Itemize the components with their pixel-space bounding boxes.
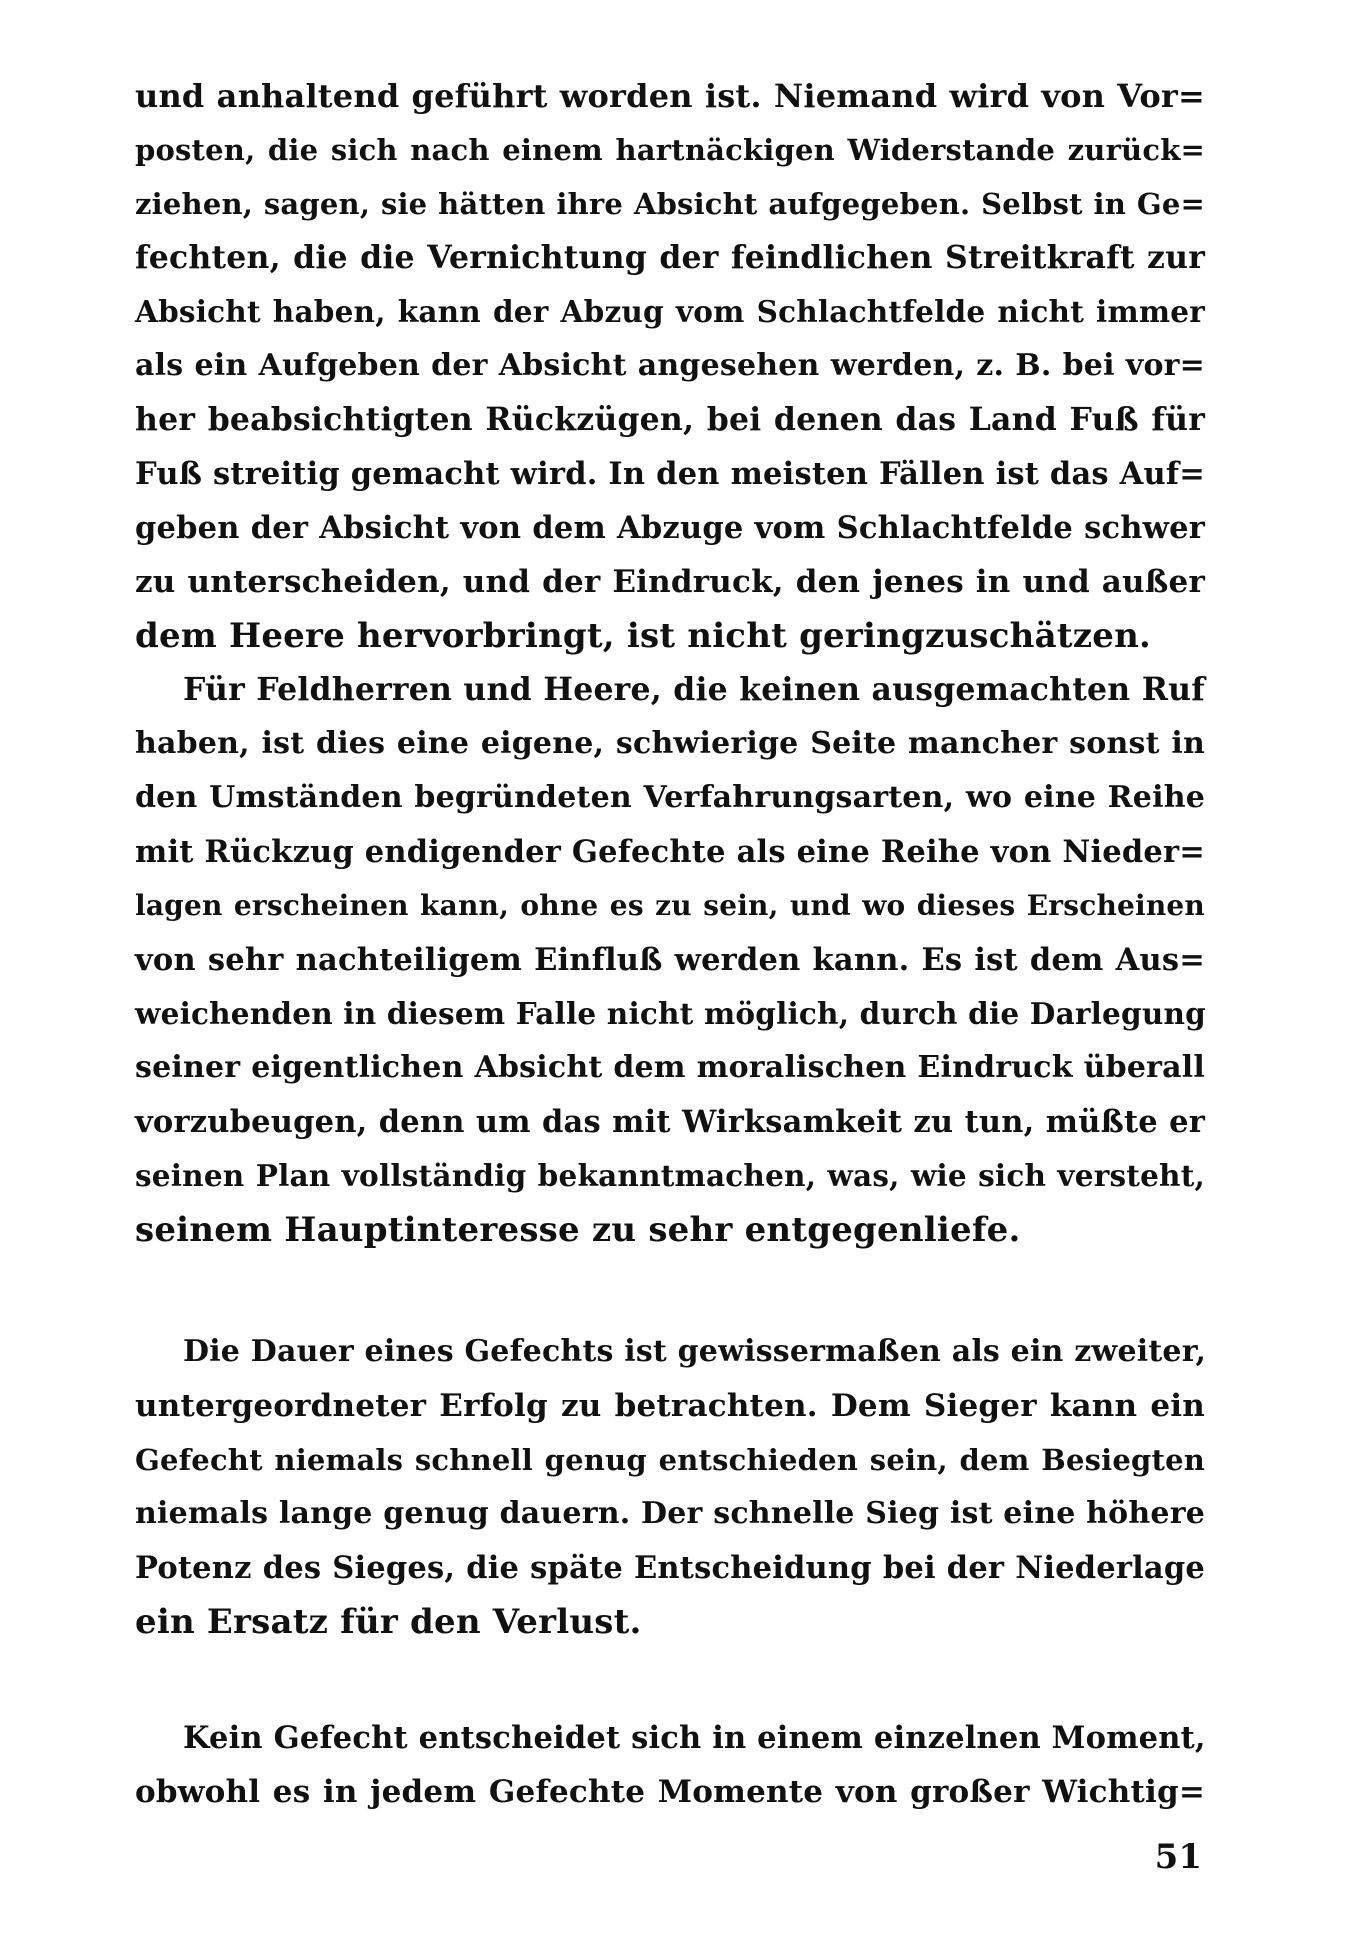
text-line: ein Ersatz für den Verlust. bbox=[135, 1602, 642, 1642]
page-number: 51 bbox=[1154, 1837, 1202, 1877]
text-line: weichenden in diesem Falle nicht möglich, durch die Darlegung bbox=[135, 996, 1206, 1031]
text-line: Gefecht niemals schnell genug entschieden sein, dem Besiegten bbox=[135, 1443, 1205, 1477]
text-line: seinem Hauptinteresse zu sehr entgegenliefe. bbox=[135, 1210, 1021, 1250]
text-line: Die Dauer eines Gefechts ist gewissermaßen als ein zweiter, bbox=[183, 1334, 1207, 1369]
text-line: untergeordneter Erfolg zu betrachten. Dem Sieger kann ein bbox=[135, 1388, 1205, 1424]
text-line: her beabsichtigten Rückzügen, bei denen das Land Fuß für bbox=[135, 401, 1205, 438]
text-line: zu unterscheiden, und der Eindruck, den jenes in und außer bbox=[135, 564, 1205, 600]
text-line: mit Rückzug endigender Gefechte als eine Reihe von Nieder= bbox=[135, 834, 1205, 870]
text-line: seinen Plan vollständig bekanntmachen, was, wie sich versteht, bbox=[135, 1158, 1205, 1193]
text-line: geben der Absicht von dem Abzuge vom Schlachtfelde schwer bbox=[135, 510, 1205, 546]
text-line: posten, die sich nach einem hartnäckigen Widerstande zurück= bbox=[135, 133, 1205, 167]
text-line: Absicht haben, kann der Abzug vom Schlachtfelde nicht immer bbox=[135, 294, 1205, 329]
text-line: Potenz des Sieges, die späte Entscheidung bei der Niederlage bbox=[135, 1550, 1205, 1586]
text-line: vorzubeugen, denn um das mit Wirksamkeit zu tun, müßte er bbox=[135, 1104, 1205, 1140]
text-line: von sehr nachteiligem Einfluß werden kann. Es ist dem Aus= bbox=[135, 942, 1205, 978]
text-line: seiner eigentlichen Absicht dem moralischen Eindruck überall bbox=[135, 1050, 1205, 1085]
text-line: als ein Aufgeben der Absicht angesehen werden, z. B. bei vor= bbox=[135, 348, 1205, 383]
text-line: ziehen, sagen, sie hätten ihre Absicht aufgegeben. Selbst in Ge= bbox=[135, 187, 1205, 221]
text-line: haben, ist dies eine eigene, schwierige Seite mancher sonst in bbox=[135, 726, 1205, 761]
text-line: lagen erscheinen kann, ohne es zu sein, und wo dieses Erscheinen bbox=[135, 889, 1205, 922]
text-line: den Umständen begründeten Verfahrungsarten, wo eine Reihe bbox=[135, 780, 1205, 815]
text-line: dem Heere hervorbringt, ist nicht geringzuschätzen. bbox=[135, 616, 1152, 656]
text-line: Kein Gefecht entscheidet sich in einem einzelnen Moment, bbox=[183, 1720, 1206, 1756]
text-line: fechten, die die Vernichtung der feindlichen Streitkraft zur bbox=[135, 239, 1205, 276]
text-line: und anhaltend geführt worden ist. Niemand wird von Vor= bbox=[135, 77, 1205, 115]
text-line: Für Feldherren und Heere, die keinen ausgemachten Ruf bbox=[183, 671, 1205, 708]
text-line: obwohl es in jedem Gefechte Momente von großer Wichtig= bbox=[135, 1774, 1205, 1810]
text-line: niemals lange genug dauern. Der schnelle Sieg ist eine höhere bbox=[135, 1496, 1205, 1531]
text-line: Fuß streitig gemacht wird. In den meisten Fällen ist das Auf= bbox=[135, 456, 1205, 492]
